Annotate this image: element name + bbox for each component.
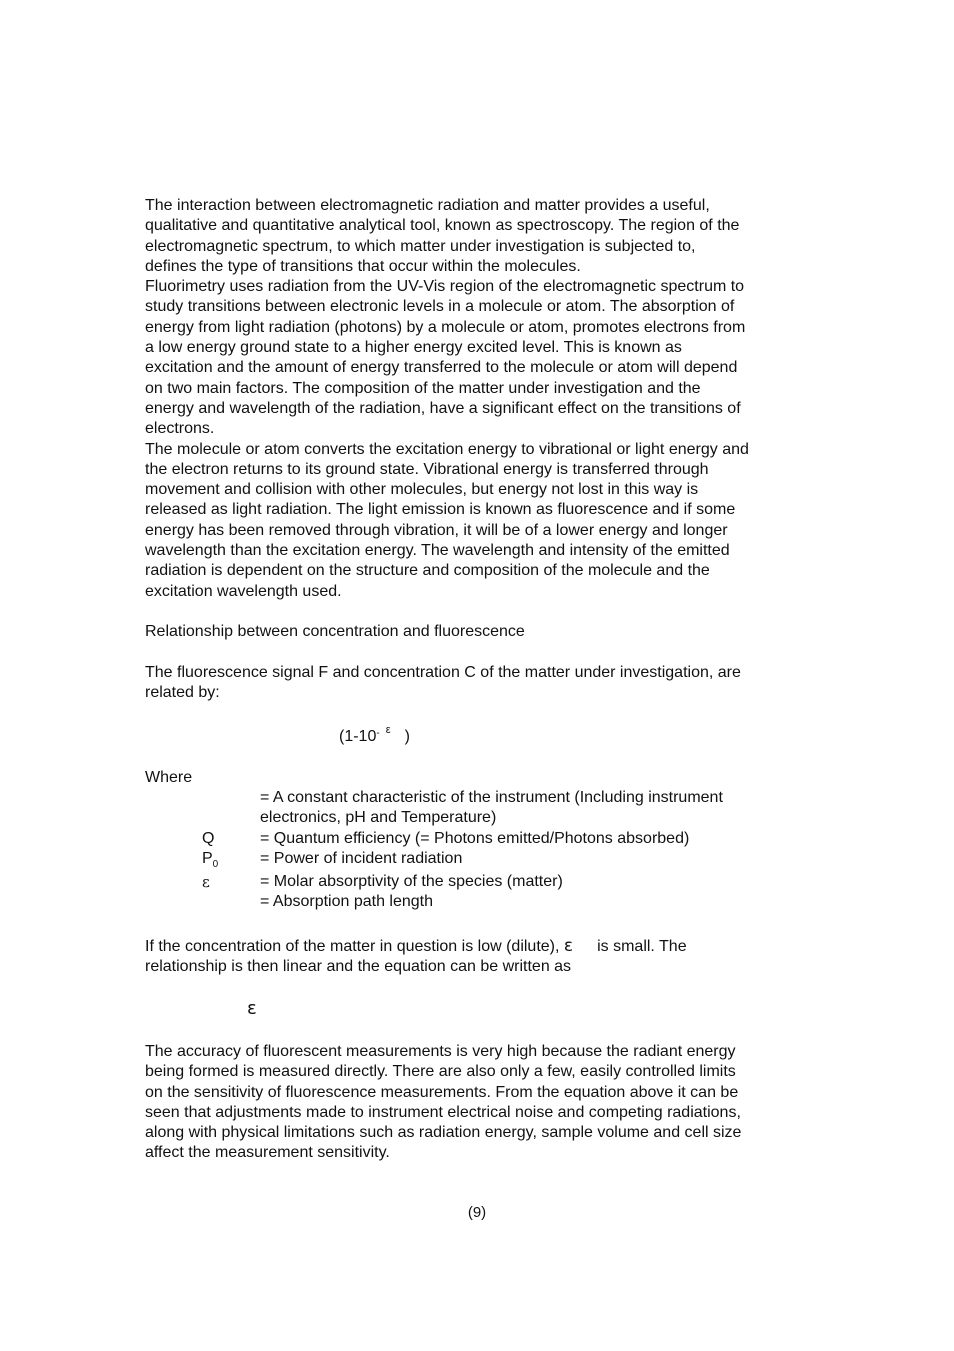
linear-equation-epsilon: ε	[247, 998, 257, 1019]
text-line: study transitions between electronic levels in a molecule or atom. The absorption of	[145, 298, 735, 316]
text-line: qualitative and quantitative analytical tool, known as spectroscopy. The region of the	[145, 217, 740, 235]
text-line: Fluorimetry uses radiation from the UV-Vis region of the electromagnetic spectrum to	[145, 278, 745, 296]
intro-paragraph	[145, 196, 815, 602]
text-line: wavelength than the excitation energy. The wavelength and intensity of the emitted	[145, 542, 730, 560]
text-line: The fluorescence signal F and concentration C of the matter under investigation, are	[145, 664, 741, 681]
text-line: The interaction between electromagnetic radiation and matter provides a useful,	[145, 197, 710, 214]
text-line: energy and wavelength of the radiation, have a significant effect on the transitions of	[145, 399, 741, 417]
text-line: electromagnetic spectrum, to which matter under investigation is subjected to,	[145, 237, 696, 255]
text-line: energy has been removed through vibration, it will be of a lower energy and longer	[145, 521, 728, 539]
text-line: The accuracy of fluorescent measurements is very high because the radiant energy	[145, 1043, 736, 1060]
equation-exponent-sign: -	[376, 728, 380, 739]
text-line: on the sensitivity of fluorescence measurements. From the equation above it can be	[145, 1083, 739, 1101]
definition-text: = A constant characteristic of the instrument (Including instrument	[260, 789, 723, 806]
text-line: the electron returns to its ground state. Vibrational energy is transferred through	[145, 460, 709, 478]
definition-p0: = Power of incident radiation	[260, 850, 463, 867]
text-line: electrons.	[145, 420, 215, 438]
definition-symbol-epsilon: ε	[202, 873, 210, 891]
definition-k	[260, 788, 723, 829]
definition-q: = Quantum efficiency (= Photons emitted/Photons absorbed)	[260, 830, 690, 847]
definition-text: electronics, pH and Temperature)	[260, 809, 497, 827]
definition-symbol-q: Q	[202, 830, 215, 847]
text-line: being formed is measured directly. There are also only a few, easily controlled limits	[145, 1063, 736, 1081]
definition-epsilon: = Molar absorptivity of the species (matter)	[260, 873, 563, 890]
dilute-epsilon: ε	[563, 936, 574, 956]
definition-path-length: = Absorption path length	[260, 893, 434, 910]
where-label: Where	[145, 769, 193, 786]
accuracy-paragraph	[145, 1042, 815, 1164]
text-line: energy from light radiation (photons) by a molecule or atom, promotes electrons from	[145, 318, 746, 336]
fluorescence-equation	[339, 724, 410, 749]
dilute-paragraph	[145, 936, 815, 978]
symbol-subscript: 0	[212, 859, 219, 870]
text-line: a low energy ground state to a higher energy excited level. This is known as	[145, 339, 682, 357]
symbol-p: P	[202, 850, 213, 867]
text-line: radiation is dependent on the structure and composition of the molecule and the	[145, 562, 710, 580]
text-line: excitation wavelength used.	[145, 582, 342, 600]
text-line: defines the type of transitions that occur within the molecules.	[145, 257, 581, 275]
text-line	[145, 936, 815, 957]
dilute-text-before: If the concentration of the matter in question is low (dilute),	[145, 938, 560, 955]
text-line: The molecule or atom converts the excitation energy to vibrational or light energy and	[145, 440, 749, 458]
definition-symbol-p0	[202, 849, 218, 871]
text-line: along with physical limitations such as radiation energy, sample volume and cell size	[145, 1124, 742, 1142]
page-number: (9)	[467, 1204, 487, 1221]
text-line: related by:	[145, 684, 220, 702]
text-line: relationship is then linear and the equation can be written as	[145, 958, 572, 976]
text-line: excitation and the amount of energy transferred to the molecule or atom will depend	[145, 359, 738, 377]
text-line: seen that adjustments made to instrument electrical noise and competing radiations,	[145, 1103, 741, 1121]
equation-prefix: (1-10	[339, 728, 377, 745]
text-line: affect the measurement sensitivity.	[145, 1144, 390, 1162]
text-line: movement and collision with other molecules, but energy not lost in this way is	[145, 481, 699, 499]
text-line: released as light radiation. The light emission is known as fluorescence and if some	[145, 501, 736, 519]
dilute-text-after: is small. The	[597, 938, 687, 955]
equation-suffix: )	[404, 728, 410, 745]
equation-epsilon: ε	[385, 724, 391, 736]
text-line: on two main factors. The composition of the matter under investigation and the	[145, 379, 701, 397]
section-heading: Relationship between concentration and fluorescence	[145, 623, 525, 640]
relation-paragraph	[145, 663, 815, 704]
